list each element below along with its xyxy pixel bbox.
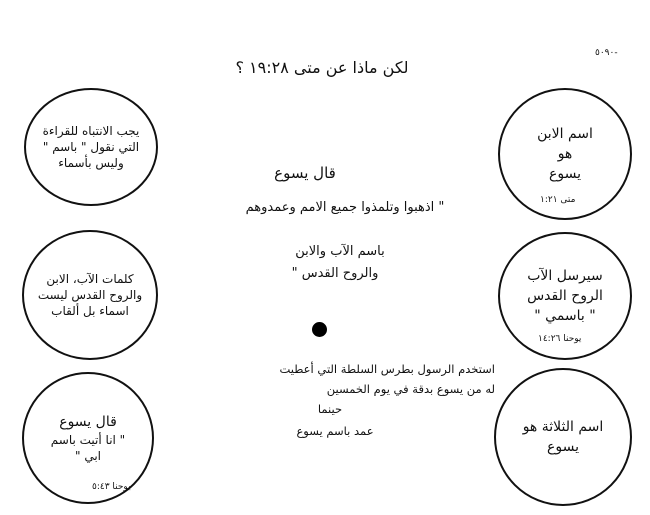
bullet-dot <box>312 322 327 337</box>
circle-text: التي نقول " باسم " <box>42 140 140 154</box>
quote-line: باسم الآب والابن <box>295 244 385 259</box>
circle-text: كلمات الآب، الابن <box>46 272 134 286</box>
scripture-reference: يوحنا ١٤:٢٦ <box>538 334 582 344</box>
circle-text: الروح القدس <box>527 288 603 304</box>
right-circle-3 <box>494 368 632 506</box>
circle-text: قال يسوع <box>59 414 117 430</box>
paragraph-line: استخدم الرسول بطرس السلطة التي أعطيت <box>279 362 495 376</box>
circle-text: ابي " <box>75 449 102 463</box>
paragraph-line: عمد باسم يسوع <box>296 424 374 438</box>
left-circle-3 <box>22 372 154 504</box>
left-circle-1 <box>24 88 158 206</box>
left-circle-2 <box>22 230 158 360</box>
circle-text: يسوع <box>549 166 581 182</box>
circle-text: وليس بأسماء <box>58 156 124 170</box>
circle-text: اسم الابن <box>537 126 593 142</box>
paragraph-line: حينما <box>317 402 343 416</box>
circle-text: يجب الانتباه للقراءة <box>42 124 140 138</box>
circle-text: " باسمي " <box>534 308 596 324</box>
jesus-said-heading: قال يسوع <box>274 164 336 182</box>
circle-text: اسماء بل ألقاب <box>51 304 129 318</box>
circle-text: والروح القدس ليست <box>37 288 143 302</box>
paragraph-line: له من يسوع بدقة في يوم الخمسين <box>326 382 495 396</box>
page-title: لكن ماذا عن متى ١٩:٢٨ ؟ <box>235 58 409 77</box>
quote-line: " اذهبوا وتلمذوا جميع الامم وعمدوهم <box>245 200 445 215</box>
quote-line: والروح القدس " <box>291 266 379 281</box>
circle-text: هو <box>557 146 573 162</box>
page-number: ٥٠٩٠- <box>595 48 618 58</box>
circle-text: سيرسل الآب <box>527 268 603 284</box>
scripture-reference: يوحنا ٥:٤٣ <box>92 482 131 492</box>
scripture-reference: متى ١:٢١ <box>540 195 576 205</box>
circle-text: يسوع <box>547 439 579 455</box>
circle-text: اسم الثلاثة هو <box>522 419 604 435</box>
circle-text: " انا أتيت باسم <box>50 433 126 447</box>
